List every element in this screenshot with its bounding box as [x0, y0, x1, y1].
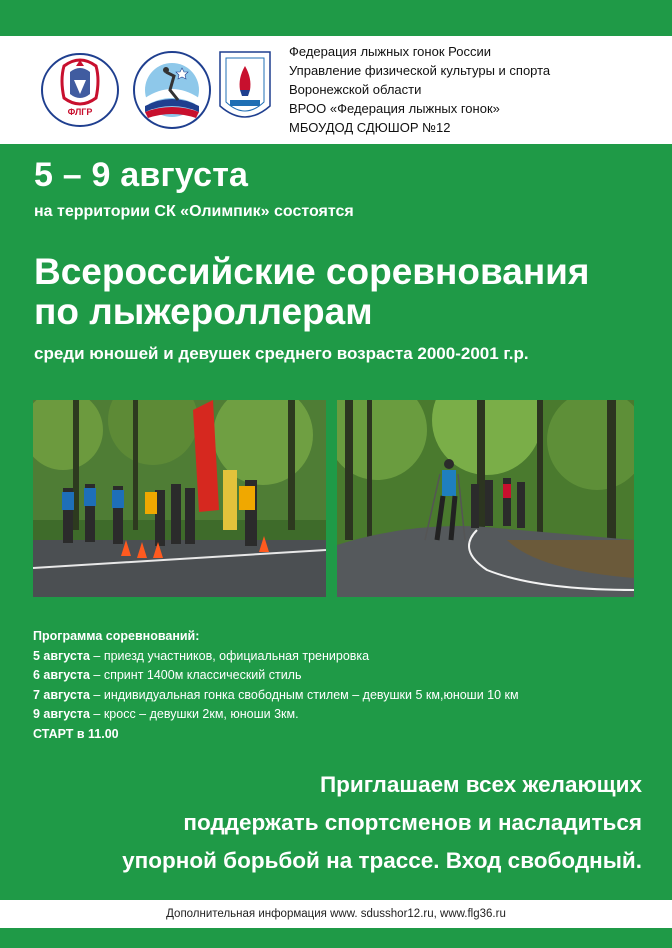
program-text: – индивидуальная гонка свободным стилем – девушки 5 км,юноши 10 км	[89, 687, 519, 702]
program-text: – кросс – девушки 2км, юноши 3км.	[89, 707, 299, 721]
event-dates: 5 – 9 августа	[34, 156, 249, 194]
flgr-logo	[40, 50, 120, 130]
org-line: Управление физической культуры и спорта	[289, 63, 551, 78]
org-line: ВРОО «Федерация лыжных гонок»	[289, 101, 500, 116]
event-title	[34, 252, 654, 332]
program-day: 9 августа	[33, 707, 90, 721]
program-day: 6 августа	[33, 668, 90, 682]
program-text: – спринт 1400м классический стиль	[89, 668, 302, 682]
sport-department-logo	[218, 50, 272, 130]
event-subtitle: среди юношей и девушек среднего возраста 2000-2001 г.р.	[34, 344, 529, 363]
event-title-line1: Всероссийские соревнования	[34, 251, 590, 292]
roller-skier-photo	[337, 400, 634, 597]
program-item	[33, 686, 653, 706]
org-line: МБОУДОД СДЮШОР №12	[289, 120, 451, 135]
program-text: – приезд участников, официальная тренировка	[89, 648, 370, 663]
start-area-photo	[33, 400, 326, 597]
program	[33, 627, 653, 744]
federation-ski-logo	[132, 50, 212, 130]
program-item	[33, 705, 653, 725]
invitation-line3: упорной борьбой на трассе. Вход свободный.	[122, 848, 642, 873]
program-item	[33, 647, 653, 667]
top-band	[0, 0, 672, 36]
program-heading: Программа соревнований:	[33, 629, 200, 643]
bottom-band	[0, 928, 672, 948]
program-start: СТАРТ в 11.00	[33, 726, 119, 741]
program-item	[33, 666, 653, 686]
event-location: на территории СК «Олимпик» состоятся	[34, 203, 354, 220]
flgr-logo-text: ФЛГР	[67, 107, 93, 117]
program-day: 5 августа	[33, 648, 90, 663]
event-title-line2: по лыжероллерам	[34, 291, 373, 332]
invitation-line1: Приглашаем всех желающих	[319, 772, 642, 797]
header	[0, 36, 672, 144]
program-day: 7 августа	[33, 687, 90, 702]
invitation	[82, 766, 642, 880]
org-line: Федерация лыжных гонок России	[289, 44, 491, 59]
organizers	[289, 42, 659, 137]
org-line: Воронежской области	[289, 82, 422, 97]
invitation-line2: поддержать спортсменов и насладиться	[183, 810, 642, 835]
footer-info: Дополнительная информация www. sdusshor12.ru, www.flg36.ru	[0, 900, 672, 928]
